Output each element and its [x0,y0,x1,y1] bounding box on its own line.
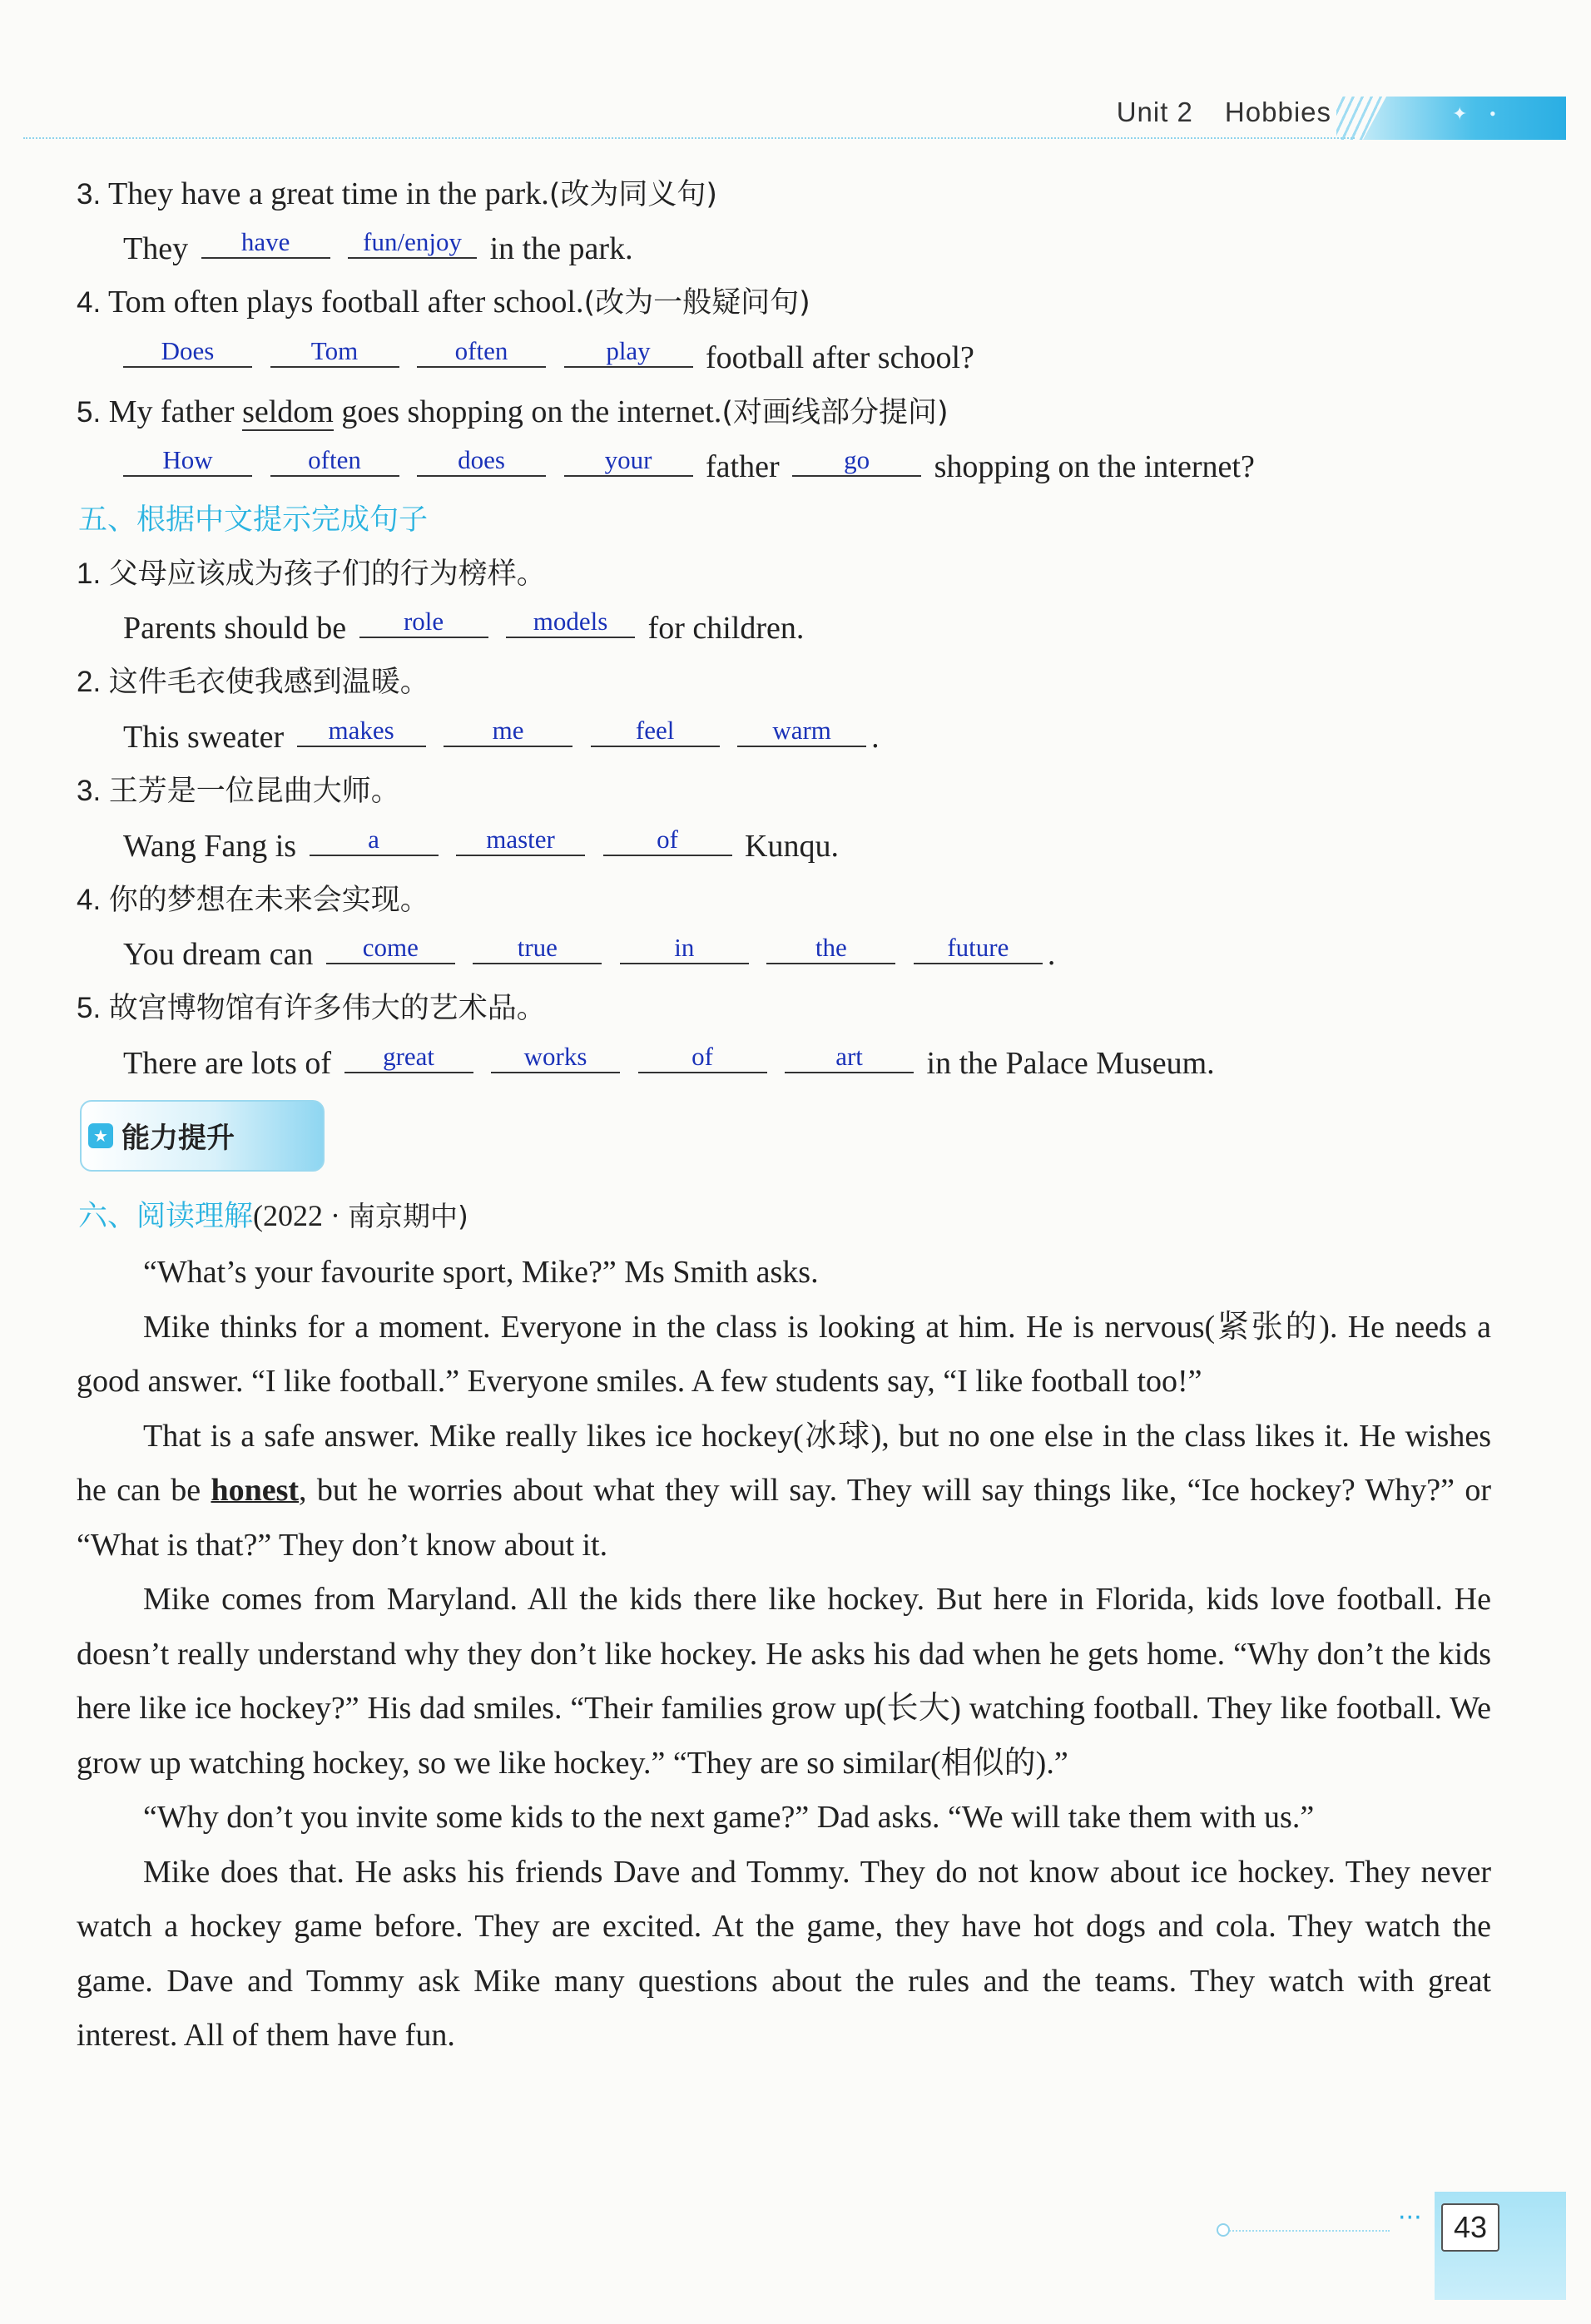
answer-blank[interactable]: your [564,445,693,477]
answer-blank[interactable]: me [444,716,572,747]
answer-blank[interactable]: makes [297,716,426,747]
passage-paragraph: “Why don’t you invite some kids to the next game?” Dad asks. “We will take them with us.” [143,1800,1315,1835]
answer-5-3: Wang Fang is a master of Kunqu. [123,825,839,864]
header-divider [23,137,1355,139]
answer-blank[interactable]: art [785,1042,914,1073]
question-5-3-chinese: 3. 王芳是一位昆曲大师。 [77,775,400,808]
question-5-5-chinese: 5. 故宫博物馆有许多伟大的艺术品。 [77,992,546,1025]
answer-5-4: You dream can come true in the future . [123,933,1056,972]
section-source: (2022 · 南京期中) [253,1199,468,1232]
page-number: 43 [1441,2203,1499,2252]
header-unit: Unit 2 [1116,97,1193,127]
question-4-3: 3. They have a great time in the park.(改为同义句) [77,176,718,211]
passage-paragraph: Mike thinks for a moment. Everyone in the class is looking at him. He is nervous(紧张的). He needs a good answer. “I like football.” Everyone smiles. A few students say, “I like football too!” [77,1309,1491,1399]
circle-icon [1217,2223,1230,2237]
question-4-4: 4. Tom often plays football after school.(改为一般疑问句) [77,285,810,320]
question-5-1-chinese: 1. 父母应该成为孩子们的行为榜样。 [77,557,546,591]
answer-blank[interactable]: Does [123,336,252,368]
answer-blank[interactable]: How [123,445,252,477]
passage-paragraph: That is a safe answer. Mike really likes ice hockey(冰球), but no one else in the class likes it. He wishes he can be honest, but he worries about what they will say. They will say things like, “Ice hockey? Why?” or “What is that?” They don’t know about it. [77,1418,1492,1563]
answer-blank[interactable]: fun/enjoy [348,227,477,259]
answer-blank[interactable]: master [456,825,585,856]
question-5-4-chinese: 4. 你的梦想在未来会实现。 [77,884,429,917]
passage-paragraph: Mike comes from Maryland. All the kids there like hockey. But here in Florida, kids love football. He doesn’t really understand why they don’t like hockey. He asks his dad when he gets home. “Why don’t the kids here like ice hockey?” His dad smiles. “Their families grow up(长大) watching football. They like football. We grow up watching hockey, so we like hockey.” “They are so similar(相似的).” [77,1582,1491,1781]
question-4-5: 5. My father seldom goes shopping on the internet.(对画线部分提问) [77,394,949,429]
answer-blank[interactable]: of [638,1042,767,1073]
passage-paragraph: “What’s your favourite sport, Mike?” Ms Smith asks. [143,1255,819,1290]
section-5-title: 五、根据中文提示完成句子 [78,503,429,537]
answer-4-3: They have fun/enjoy in the park. [123,227,633,266]
badge-label: 能力提升 [121,1122,235,1155]
answer-4-5: How often does your father go shopping on the internet? [118,445,1255,488]
header-topic: Hobbies [1224,97,1331,127]
answer-blank[interactable]: come [326,933,455,964]
answer-blank[interactable]: in [620,933,749,964]
answer-5-1: Parents should be role models for children. [123,607,805,646]
footer-ellipsis: ··· [1398,2203,1422,2232]
star-icon: ✦ [1452,103,1468,124]
underlined-word: seldom [242,394,334,429]
highlighted-word: honest [211,1473,300,1508]
answer-blank[interactable]: often [270,445,399,477]
reading-passage [77,1246,1491,2064]
answer-5-2: This sweater makes me feel warm . [123,716,880,755]
answer-blank[interactable]: role [359,607,488,638]
answer-blank[interactable]: Tom [270,336,399,368]
running-header [1117,97,1331,128]
answer-blank[interactable]: a [310,825,439,856]
answer-blank[interactable]: often [417,336,546,368]
answer-4-4: Does Tom often play football after school? [118,336,974,379]
passage-paragraph: Mike does that. He asks his friends Dave and Tommy. They do not know about ice hockey. They never watch a hockey game before. They are excited. At the game, they have hot dogs and cola. They watch the game. Dave and Tommy ask Mike many questions about the rules and the teams. They watch with great interest. All of them have fun. [77,1854,1491,2053]
answer-blank[interactable]: true [473,933,602,964]
section-6-title: 六、阅读理解(2022 · 南京期中) [78,1199,468,1233]
answer-blank[interactable]: of [603,825,732,856]
dot-icon: • [1489,103,1496,124]
answer-blank[interactable]: feel [591,716,720,747]
answer-blank[interactable]: models [506,607,635,638]
answer-blank[interactable]: works [491,1042,620,1073]
ability-badge [80,1100,325,1172]
answer-blank[interactable]: the [766,933,895,964]
footer-dotted-line [1223,2230,1390,2232]
answer-5-5: There are lots of great works of art in the Palace Museum. [123,1042,1215,1081]
star-icon: ★ [88,1123,113,1148]
answer-blank[interactable]: have [201,227,330,259]
answer-blank[interactable]: play [564,336,693,368]
answer-blank[interactable]: future [914,933,1043,964]
answer-blank[interactable]: great [344,1042,473,1073]
answer-blank[interactable]: go [792,445,921,477]
answer-blank[interactable]: warm [737,716,866,747]
question-5-2-chinese: 2. 这件毛衣使我感到温暖。 [77,666,429,699]
answer-blank[interactable]: does [417,445,546,477]
